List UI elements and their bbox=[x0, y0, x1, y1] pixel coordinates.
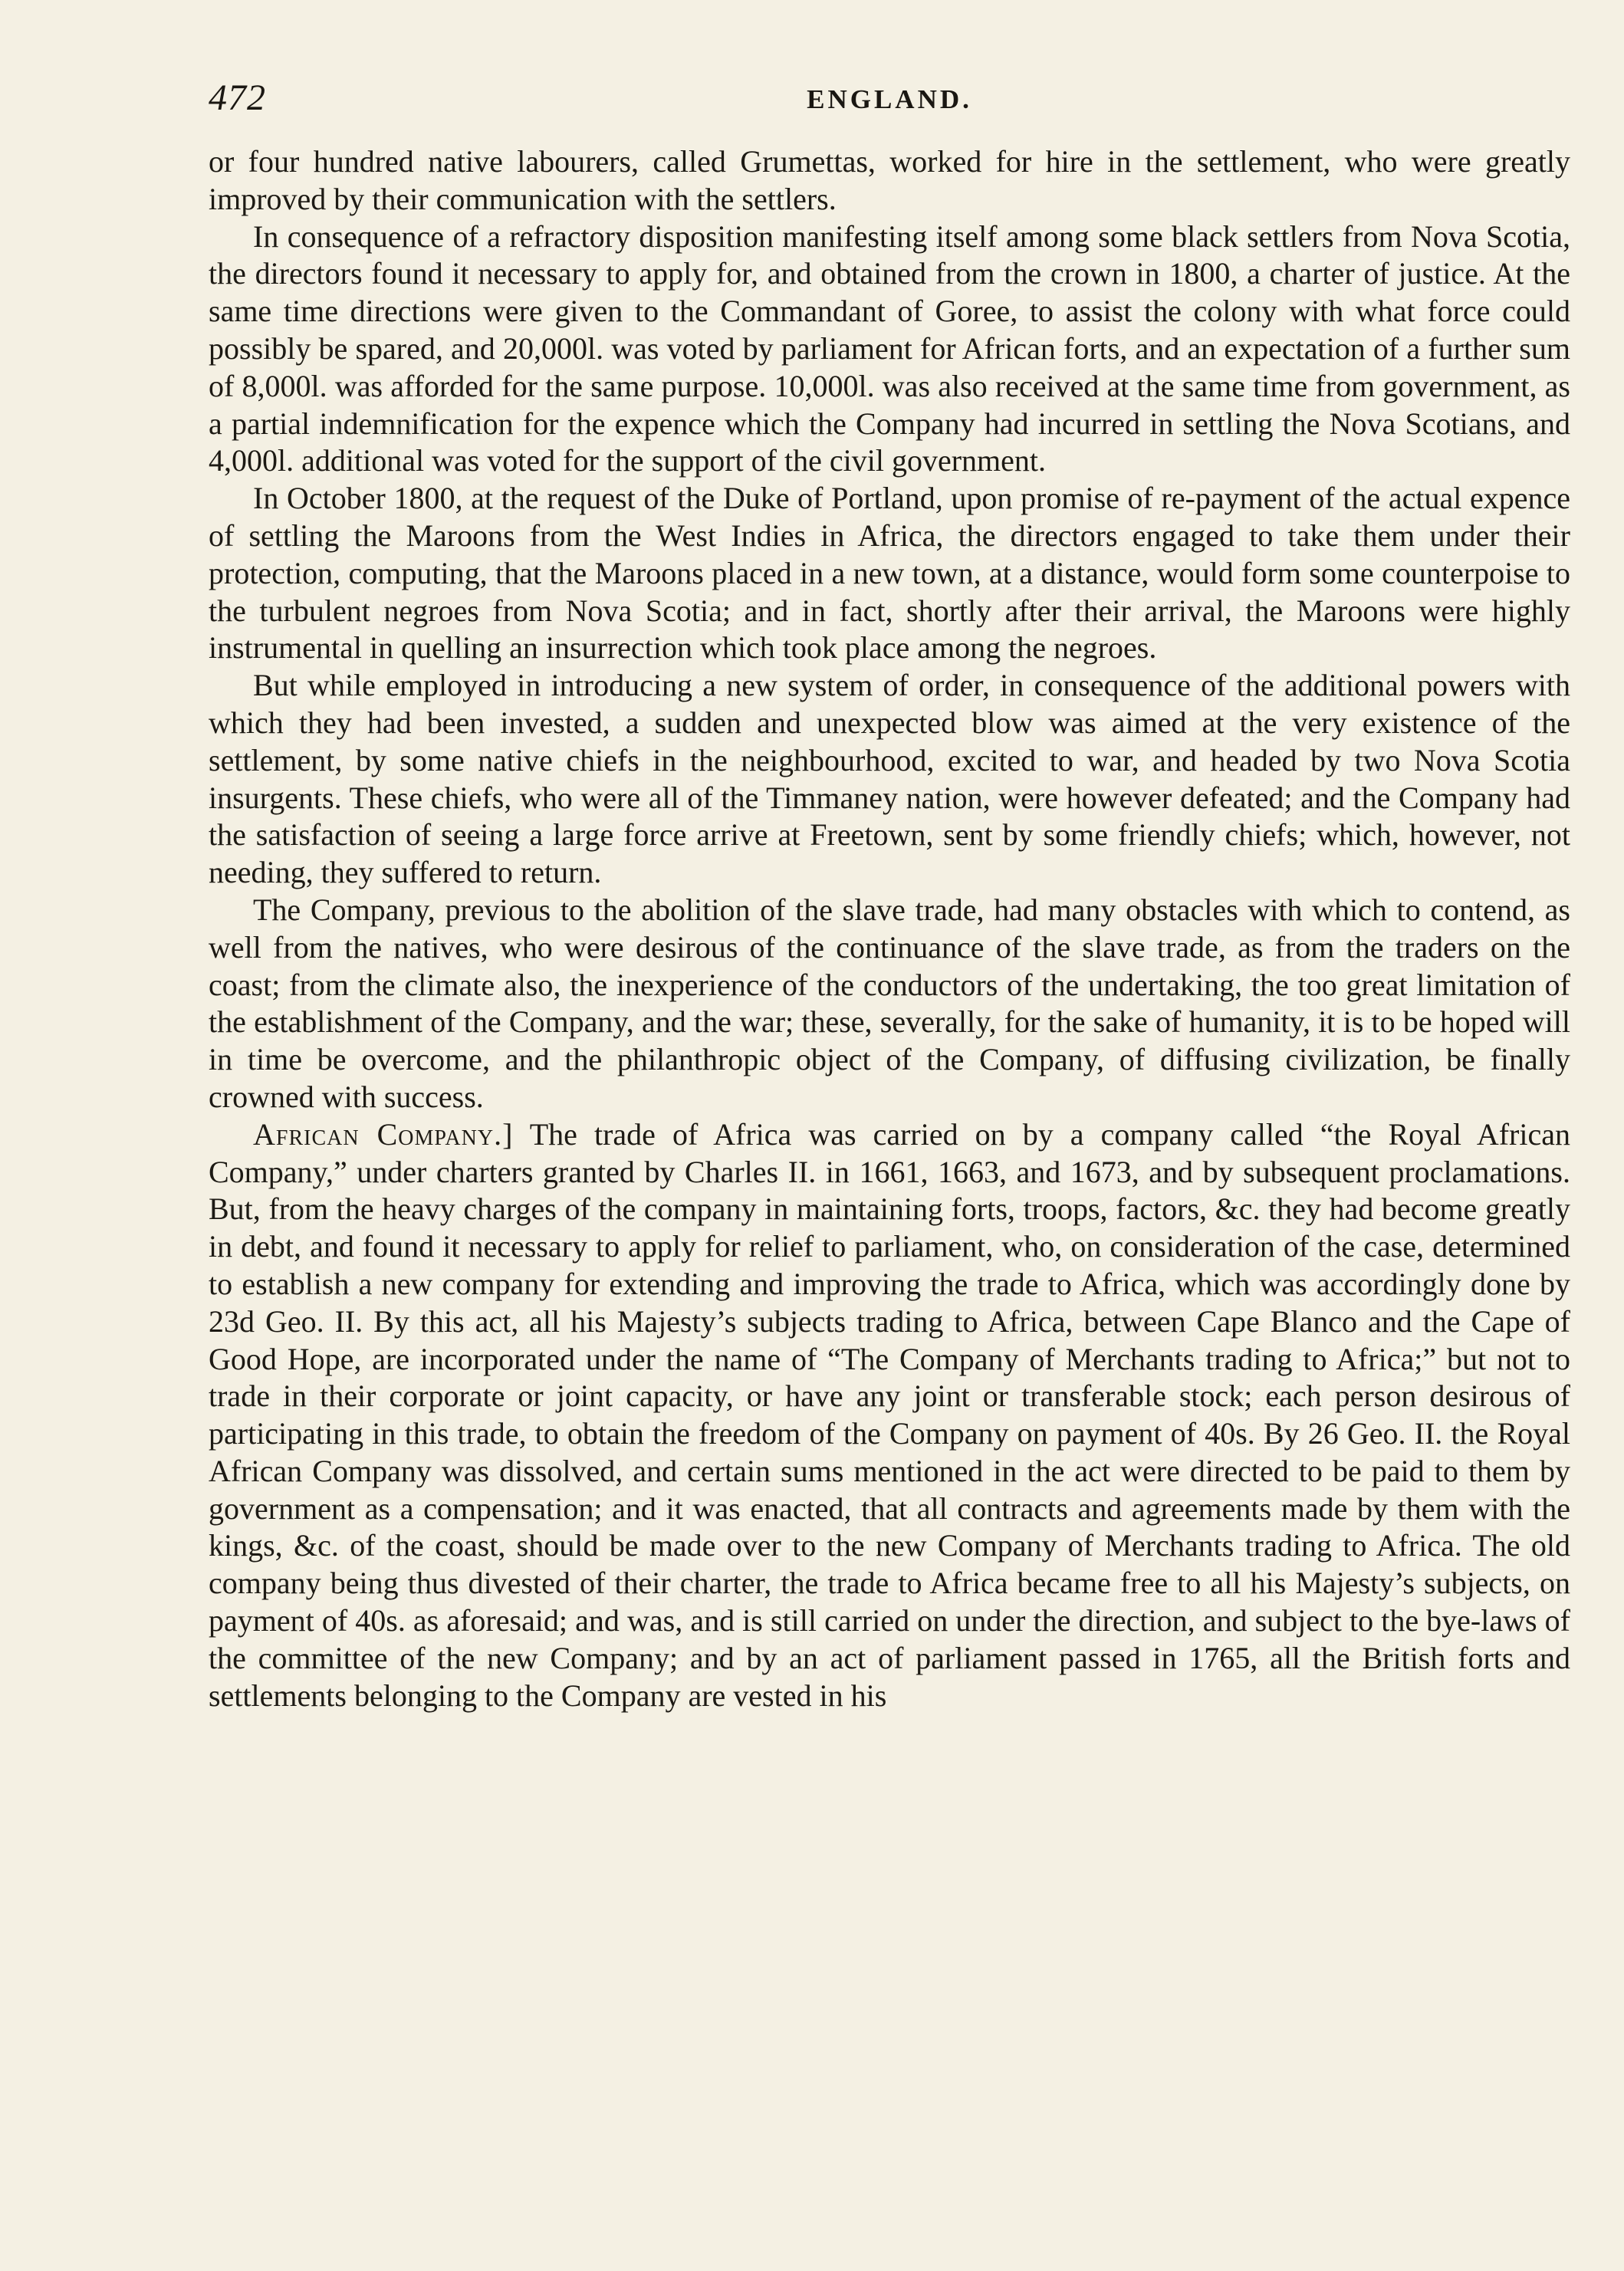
body-text bbox=[209, 143, 1570, 1714]
paragraph-african-company bbox=[209, 1116, 1570, 1715]
paragraph-native-chiefs: But while employed in introducing a new system of order, in consequence of the additional powers with which they had been invested, a sudden and unexpected blow was aimed at the very existence of the settlement, by some native chiefs in the neighbourhood, excited to war, and headed by two Nova Scotia insurgents. These chiefs, who were all of the Timmaney nation, were however defeated; and the Company had the satisfaction of seeing a large force arrive at Freetown, sent by some friendly chiefs; which, however, not needing, they suffered to return. bbox=[209, 668, 1570, 890]
section-heading-african-company: African Company.] bbox=[253, 1116, 514, 1152]
paragraph-maroons: In October 1800, at the request of the Duke of Portland, upon promise of re-payment of the actual expence of settling the Maroons from the West Indies in Africa, the directors engaged to take them under their protection, computing, that the Maroons placed in a new town, at a distance, would form some counterpoise to the turbulent negroes from Nova Scotia; and in fact, shortly after their arrival, the Maroons were highly instrumental in quelling an insurrection which took place among the negroes. bbox=[209, 481, 1570, 666]
running-head bbox=[209, 77, 1570, 123]
paragraph-company-obstacles: The Company, previous to the abolition of the slave trade, had many obstacles with which to contend, as well from the natives, who were desirous of the continuance of the slave trade, as from the traders on the coast; from the climate also, the inexperience of the conductors of the undertaking, the too great limitation of the establishment of the Company, and the war; these, severally, for the sake of humanity, it is to be hoped will in time be overcome, and the philanthropic object of the Company, of diffusing civilization, be finally crowned with success. bbox=[209, 892, 1570, 1114]
paragraph-african-company-text: The trade of Africa was carried on by a company called “the Royal African Company,” under charters granted by Charles II. in 1661, 1663, and 1673, and by subsequent proclamations. But, from the heavy charges of the company in maintaining forts, troops, factors, &c. they had become greatly in debt, and found it necessary to apply for relief to parliament, who, on consideration of the case, determined to establish a new company for extending and improving the trade to Africa, which was accordingly done by 23d Geo. II. By this act, all his Majesty’s subjects trading to Africa, between Cape Blanco and the Cape of Good Hope, are incorporated under the name of “The Company of Merchants trading to Africa;” but not to trade in their corporate or joint capacity, or have any joint or transferable stock; each person desirous of participating in this trade, to obtain the freedom of the Company on payment of 40s. By 26 Geo. II. the Royal African Company was dissolved, and certain sums mentioned in the act were directed to be paid to them by government as a compensation; and it was enacted, that all contracts and agreements made by them with the kings, &c. of the coast, should be made over to the new Company of Merchants trading to Africa. The old company being thus divested of their charter, the trade to Africa became free to all his Majesty’s subjects, on payment of 40s. as aforesaid; and was, and is still carried on under the direction, and subject to the bye-laws of the committee of the new Company; and by an act of parliament passed in 1765, all the British forts and settlements belonging to the Company are vested in his bbox=[209, 1116, 1570, 1713]
running-title: ENGLAND. bbox=[807, 84, 972, 114]
page-number: 472 bbox=[209, 77, 266, 118]
paragraph-charter-of-justice: In consequence of a refractory disposition manifesting itself among some black settlers from Nova Scotia, the directors found it necessary to apply for, and obtained from the crown in 1800, a charter of justice. At the same time directions were given to the Commandant of Goree, to assist the colony with what force could possibly be spared, and 20,000l. was voted by parliament for African forts, and an expectation of a further sum of 8,000l. was afforded for the same purpose. 10,000l. was also received at the same time from government, as a partial indemnification for the expence which the Company had incurred in settling the Nova Scotians, and 4,000l. additional was voted for the support of the civil government. bbox=[209, 219, 1570, 478]
paragraph-continuation: or four hundred native labourers, called Grumettas, worked for hire in the settlement, who were greatly improved by their communication with the settlers. bbox=[209, 144, 1570, 216]
